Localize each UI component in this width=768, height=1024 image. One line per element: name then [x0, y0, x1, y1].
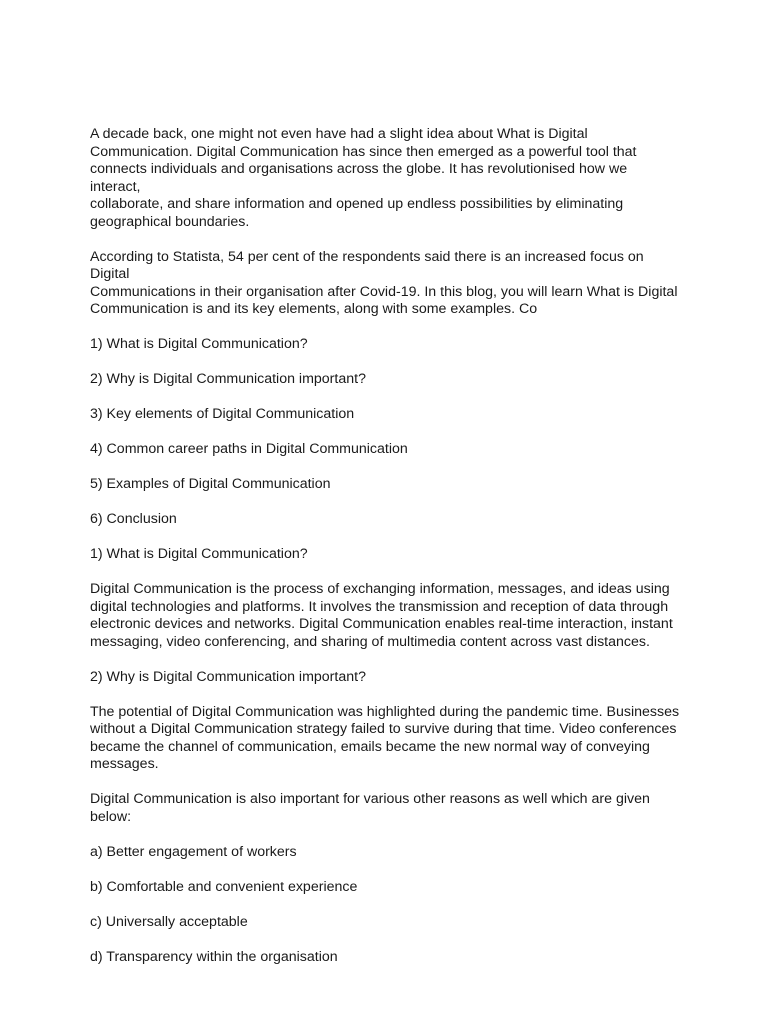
intro-paragraph: A decade back, one might not even have had a slight idea about What is Digital Communication. Digital Communication has since then emerged as a powerful tool that connects individuals and organisations across the globe. It has revolutionised how we interact, collaborate, and share information and opened up endless possibilities by eliminating geographical boundaries. — [90, 126, 637, 230]
toc-item-3: 3) Key elements of Digital Communication — [90, 406, 355, 422]
toc-item-5: 5) Examples of Digital Communication — [90, 476, 331, 492]
section-2-paragraph: The potential of Digital Communication was highlighted during the pandemic time. Businesses without a Digital Communication strategy failed to survive during that time. Video conferences became the channel of communication, emails became the new normal way of conveying messages. — [90, 703, 680, 772]
toc-item-4: 4) Common career paths in Digital Communication — [90, 441, 408, 457]
toc-item-1: 1) What is Digital Communication? — [90, 336, 308, 352]
toc-item-6: 6) Conclusion — [90, 511, 177, 527]
reason-item-a: a) Better engagement of workers — [90, 843, 297, 860]
reason-item-b: b) Comfortable and convenient experience — [90, 878, 358, 895]
section-heading-2: 2) Why is Digital Communication important? — [90, 668, 366, 685]
reason-item-d: d) Transparency within the organisation — [90, 948, 338, 965]
reasons-intro-paragraph: Digital Communication is also important for various other reasons as well which are given below: — [90, 791, 650, 825]
toc-item-2: 2) Why is Digital Communication important? — [90, 371, 366, 387]
reason-item-c: c) Universally acceptable — [90, 913, 248, 930]
section-heading-1: 1) What is Digital Communication? — [90, 546, 308, 562]
statista-paragraph: According to Statista, 54 per cent of the respondents said there is an increased focus on Digital Communications in their organisation after Covid-19. In this blog, you will learn What is Digital Communication is and its key elements, along with some examples. Co — [90, 248, 678, 317]
section-1-paragraph: Digital Communication is the process of exchanging information, messages, and ideas using digital technologies and platforms. It involves the transmission and reception of data through electronic devices and networks. Digital Communication enables real-time interaction, instant messaging, video conferencing, and sharing of multimedia content across vast distances. — [90, 581, 673, 650]
document-body — [90, 126, 680, 984]
